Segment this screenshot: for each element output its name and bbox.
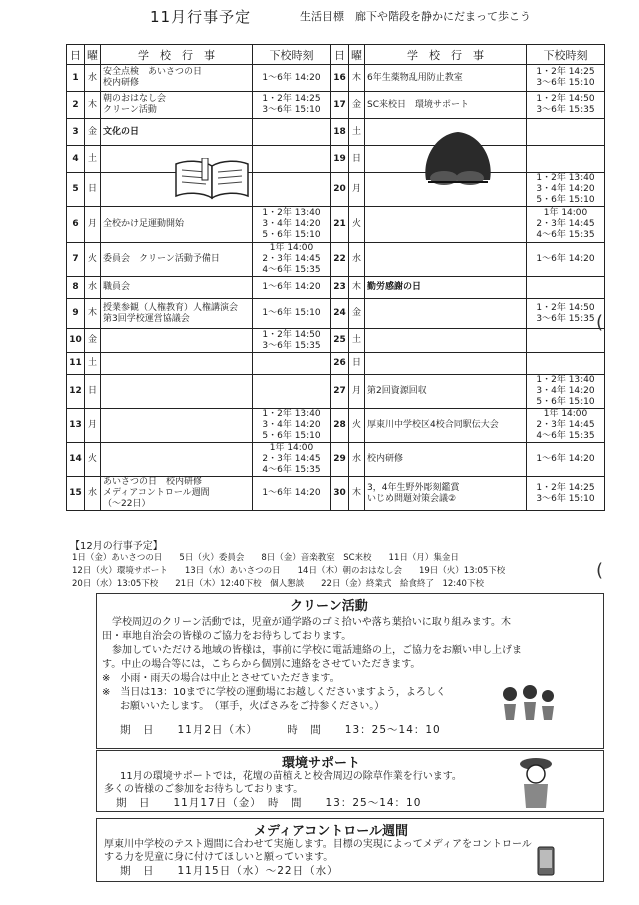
dismissal-time-line: 1～6年 14:20 bbox=[262, 72, 321, 83]
weekday: 金 bbox=[85, 119, 101, 146]
event-cell bbox=[101, 92, 253, 119]
table-row bbox=[67, 146, 605, 173]
dismissal-time bbox=[527, 173, 605, 207]
event-cell bbox=[365, 477, 527, 511]
event-cell-line: 第2回資源回収 bbox=[367, 386, 427, 396]
clean-schedule: 期 日 11月2日（木） 時 間 13：25～14：10 bbox=[120, 724, 441, 736]
weekday: 木 bbox=[349, 477, 365, 511]
schedule-table bbox=[66, 44, 605, 511]
dismissal-time bbox=[527, 243, 605, 277]
table-row bbox=[67, 65, 605, 92]
event-cell bbox=[101, 477, 253, 511]
dismissal-time bbox=[527, 65, 605, 92]
table-row bbox=[67, 299, 605, 329]
weekday: 月 bbox=[85, 207, 101, 243]
event-cell bbox=[101, 299, 253, 329]
dismissal-time-line: 4～6年 15:35 bbox=[536, 230, 595, 240]
dismissal-time bbox=[527, 92, 605, 119]
clean-text-line: 田・車地自治会の皆様のご協力をお待ちしております。 bbox=[102, 631, 352, 642]
weekday: 日 bbox=[349, 146, 365, 173]
day-number: 8 bbox=[67, 277, 85, 299]
table-row bbox=[67, 173, 605, 207]
table-row bbox=[67, 443, 605, 477]
event-cell-line: 朝のおはなし会 bbox=[103, 94, 167, 104]
dismissal-time-line: 1～6年 14:20 bbox=[262, 282, 321, 292]
event-cell-line: いじめ問題対策会議② bbox=[367, 493, 457, 504]
table-row bbox=[67, 329, 605, 353]
dismissal-time bbox=[253, 119, 331, 146]
clean-text-line: 学校周辺のクリーン活動では，児童が通学路のゴミ拾いや落ち葉拾いに取り組みます。木 bbox=[112, 617, 511, 628]
day-number: 27 bbox=[331, 375, 349, 409]
dismissal-time bbox=[253, 409, 331, 443]
table-row bbox=[67, 409, 605, 443]
event-cell bbox=[365, 353, 527, 375]
header-dismissal: 下校時刻 bbox=[527, 45, 605, 65]
dismissal-time-line: 4～6年 15:35 bbox=[536, 431, 595, 441]
dismissal-time bbox=[527, 299, 605, 329]
day-number: 23 bbox=[331, 277, 349, 299]
table-row bbox=[67, 353, 605, 375]
table-row bbox=[67, 477, 605, 511]
day-number: 22 bbox=[331, 243, 349, 277]
weekday: 日 bbox=[349, 353, 365, 375]
weekday: 日 bbox=[85, 173, 101, 207]
weekday: 日 bbox=[85, 375, 101, 409]
dismissal-time bbox=[527, 146, 605, 173]
dismissal-time bbox=[253, 277, 331, 299]
media-control-title: メディアコントロール週間 bbox=[254, 824, 409, 839]
day-number: 16 bbox=[331, 65, 349, 92]
event-cell bbox=[365, 277, 527, 299]
weekday: 水 bbox=[349, 243, 365, 277]
dismissal-time bbox=[527, 119, 605, 146]
event-cell-line: （～22日） bbox=[103, 499, 151, 509]
dismissal-time-line: 1～6年 14:20 bbox=[536, 254, 595, 264]
day-number: 9 bbox=[67, 299, 85, 329]
clean-text-line: ※ 小雨・雨天の場合は中止とさせていただきます。 bbox=[102, 673, 340, 684]
weekday: 火 bbox=[349, 409, 365, 443]
dismissal-time bbox=[527, 443, 605, 477]
event-cell-line: 6年生薬物乱用防止教室 bbox=[367, 72, 463, 83]
weekday: 火 bbox=[85, 243, 101, 277]
dismissal-time-line: 2・3年 14:45 bbox=[536, 420, 595, 430]
dismissal-time-line: 3～6年 15:10 bbox=[536, 493, 595, 504]
dismissal-time bbox=[253, 146, 331, 173]
dismissal-time bbox=[527, 375, 605, 409]
day-number: 29 bbox=[331, 443, 349, 477]
dismissal-time-line: 1年 14:00 bbox=[269, 243, 314, 253]
day-number: 6 bbox=[67, 207, 85, 243]
dismissal-time bbox=[527, 409, 605, 443]
dismissal-time-line: 3～6年 15:35 bbox=[536, 105, 595, 115]
weekday: 月 bbox=[85, 409, 101, 443]
december-row: 12日（火）環境サポート 13日（水）あいさつの日 14日（木）朝のおはなし会 19日（火）13:05下校 bbox=[72, 566, 506, 576]
day-number: 5 bbox=[67, 173, 85, 207]
day-number: 19 bbox=[331, 146, 349, 173]
dismissal-time bbox=[253, 243, 331, 277]
clean-text-line: お願いいたします。 （軍手，火ばさみをご持参ください。） bbox=[120, 701, 385, 712]
environment-text-line: 多くの皆様のご参加をお待ちしております。 bbox=[104, 784, 304, 795]
day-number: 10 bbox=[67, 329, 85, 353]
header-events: 学 校 行 事 bbox=[101, 45, 253, 65]
header-events: 学 校 行 事 bbox=[365, 45, 527, 65]
dismissal-time bbox=[527, 329, 605, 353]
media-schedule: 期 日 11月15日（水）～22日（水） bbox=[120, 865, 339, 877]
dismissal-time-line: 2・3年 14:45 bbox=[262, 254, 321, 264]
day-number: 28 bbox=[331, 409, 349, 443]
dismissal-time bbox=[253, 92, 331, 119]
environment-text-line: 11月の環境サポートでは，花壇の苗植えと校舎周辺の除草作業を行います。 bbox=[120, 771, 462, 782]
clean-activity-title: クリーン活動 bbox=[290, 599, 368, 614]
day-number: 18 bbox=[331, 119, 349, 146]
event-cell bbox=[101, 375, 253, 409]
event-cell bbox=[365, 409, 527, 443]
header-weekday: 曜 bbox=[85, 45, 101, 65]
table-row bbox=[67, 277, 605, 299]
weekday: 金 bbox=[85, 329, 101, 353]
dismissal-time-line: 3～6年 15:10 bbox=[262, 105, 321, 115]
sweet-potato-icon bbox=[420, 128, 496, 186]
day-number: 2 bbox=[67, 92, 85, 119]
binding-hole-mark: ( bbox=[596, 560, 604, 581]
day-number: 25 bbox=[331, 329, 349, 353]
media-text-line: する力を児童に身に付けてほしいと願っています。 bbox=[104, 852, 334, 863]
event-cell bbox=[365, 443, 527, 477]
weekday: 土 bbox=[349, 329, 365, 353]
phone-icon bbox=[536, 846, 556, 876]
day-number: 1 bbox=[67, 65, 85, 92]
event-cell bbox=[101, 65, 253, 92]
dismissal-time-line: 1年 14:00 bbox=[543, 208, 588, 218]
girl-with-hat-icon bbox=[516, 754, 556, 810]
dismissal-time-line: 5・6年 15:10 bbox=[536, 195, 595, 205]
dismissal-time bbox=[253, 353, 331, 375]
dismissal-time-line: 1・2年 14:25 bbox=[262, 94, 321, 104]
weekday: 木 bbox=[349, 277, 365, 299]
dismissal-time-line: 3・4年 14:20 bbox=[536, 386, 595, 396]
document-title: 11月行事予定 bbox=[150, 8, 252, 26]
weekday: 木 bbox=[85, 299, 101, 329]
event-cell bbox=[365, 92, 527, 119]
event-cell-line: 校内研修 bbox=[103, 78, 140, 88]
dismissal-time-line: 1・2年 14:50 bbox=[536, 302, 595, 313]
dismissal-time-line: 3～6年 15:10 bbox=[536, 78, 595, 88]
life-goal: 生活目標 廊下や階段を静かにだまって歩こう bbox=[300, 10, 531, 23]
day-number: 11 bbox=[67, 353, 85, 375]
event-cell-line: 全校かけ足運動開始 bbox=[103, 219, 185, 229]
dismissal-time-line: 2・3年 14:45 bbox=[536, 219, 595, 229]
dismissal-time-line: 1年 14:00 bbox=[269, 443, 314, 453]
day-number: 14 bbox=[67, 443, 85, 477]
dismissal-time bbox=[253, 329, 331, 353]
dismissal-time-line: 1～6年 14:20 bbox=[536, 454, 595, 464]
event-cell-line: 厚東川中学校区4校合同駅伝大会 bbox=[367, 420, 499, 430]
dismissal-time-line: 1・2年 14:25 bbox=[536, 67, 595, 77]
dismissal-time-line: 3～6年 15:35 bbox=[536, 313, 595, 324]
binding-hole-mark: ( bbox=[596, 312, 604, 333]
dismissal-time bbox=[527, 353, 605, 375]
weekday: 月 bbox=[349, 375, 365, 409]
event-cell bbox=[101, 329, 253, 353]
weekday: 月 bbox=[349, 173, 365, 207]
header-day: 日 bbox=[67, 45, 85, 65]
weekday: 水 bbox=[85, 477, 101, 511]
weekday: 土 bbox=[349, 119, 365, 146]
day-number: 24 bbox=[331, 299, 349, 329]
header-weekday: 曜 bbox=[349, 45, 365, 65]
dismissal-time-line: 3～6年 15:35 bbox=[262, 340, 321, 351]
event-cell bbox=[101, 409, 253, 443]
december-heading: 【12月の行事予定】 bbox=[70, 541, 163, 552]
event-cell-line: SC来校日 環境サポート bbox=[367, 99, 469, 110]
event-cell bbox=[101, 119, 253, 146]
event-cell-line: 勤労感謝の日 bbox=[367, 282, 422, 292]
event-cell-line: あいさつの日 校内研修 bbox=[103, 477, 203, 487]
event-cell-line: メディアコントロール週間 bbox=[103, 488, 210, 498]
dismissal-time-line: 4～6年 15:35 bbox=[262, 265, 321, 275]
dismissal-time bbox=[253, 477, 331, 511]
december-row: 1日（金）あいさつの日 5日（火）委員会 8日（金）音楽教室 SC来校 11日（月）集金日 bbox=[72, 553, 459, 563]
dismissal-time-line: 1・2年 13:40 bbox=[536, 375, 595, 385]
dismissal-time-line: 5・6年 15:10 bbox=[262, 230, 321, 240]
day-number: 3 bbox=[67, 119, 85, 146]
weekday: 木 bbox=[85, 92, 101, 119]
day-number: 20 bbox=[331, 173, 349, 207]
day-number: 12 bbox=[67, 375, 85, 409]
event-cell bbox=[101, 243, 253, 277]
weekday: 火 bbox=[349, 207, 365, 243]
weekday: 金 bbox=[349, 299, 365, 329]
dismissal-time-line: 1・2年 13:40 bbox=[536, 173, 595, 183]
dismissal-time-line: 1～6年 15:10 bbox=[262, 308, 321, 318]
day-number: 7 bbox=[67, 243, 85, 277]
weekday: 水 bbox=[85, 277, 101, 299]
dismissal-time-line: 3・4年 14:20 bbox=[536, 184, 595, 194]
event-cell-line: クリーン活動 bbox=[103, 105, 157, 115]
weekday: 木 bbox=[349, 65, 365, 92]
children-icon bbox=[496, 682, 560, 722]
dismissal-time bbox=[253, 443, 331, 477]
dismissal-time-line: 2・3年 14:45 bbox=[262, 454, 321, 464]
dismissal-time bbox=[253, 375, 331, 409]
table-row bbox=[67, 119, 605, 146]
event-cell-line: 授業参観（人権教育）人権講演会 bbox=[103, 302, 239, 313]
event-cell bbox=[101, 207, 253, 243]
event-cell-line: 3，4年生野外彫刻鑑賞 bbox=[367, 482, 460, 493]
event-cell-line: 委員会 クリーン活動予備日 bbox=[103, 254, 220, 264]
event-cell bbox=[101, 353, 253, 375]
table-row bbox=[67, 92, 605, 119]
day-number: 17 bbox=[331, 92, 349, 119]
dismissal-time bbox=[253, 173, 331, 207]
day-number: 4 bbox=[67, 146, 85, 173]
dismissal-time-line: 5・6年 15:10 bbox=[536, 397, 595, 407]
dismissal-time bbox=[253, 299, 331, 329]
event-cell bbox=[101, 277, 253, 299]
dismissal-time-line: 1・2年 13:40 bbox=[262, 409, 321, 419]
event-cell-line: 第3回学校運営協議会 bbox=[103, 313, 190, 324]
dismissal-time-line: 1・2年 14:25 bbox=[536, 482, 595, 493]
weekday: 水 bbox=[85, 65, 101, 92]
weekday: 土 bbox=[85, 353, 101, 375]
clean-text-line: す。中止の場合等には，こちらから個別に連絡をさせていただきます。 bbox=[102, 659, 421, 670]
day-number: 30 bbox=[331, 477, 349, 511]
weekday: 金 bbox=[349, 92, 365, 119]
event-cell bbox=[365, 65, 527, 92]
event-cell bbox=[101, 443, 253, 477]
dismissal-time bbox=[527, 477, 605, 511]
dismissal-time-line: 1・2年 14:50 bbox=[262, 329, 321, 340]
event-cell-line: 安全点検 あいさつの日 bbox=[103, 67, 203, 77]
media-text-line: 厚東川中学校のテスト週間に合わせて実施します。目標の実現によってメディアをコントロール bbox=[104, 839, 532, 850]
open-book-icon bbox=[172, 158, 252, 202]
day-number: 15 bbox=[67, 477, 85, 511]
event-cell bbox=[365, 207, 527, 243]
table-header-row bbox=[67, 45, 605, 65]
event-cell bbox=[365, 375, 527, 409]
weekday: 土 bbox=[85, 146, 101, 173]
dismissal-time-line: 4～6年 15:35 bbox=[262, 465, 321, 475]
event-cell-line: 文化の日 bbox=[103, 126, 140, 137]
dismissal-time bbox=[527, 207, 605, 243]
weekday: 火 bbox=[85, 443, 101, 477]
dismissal-time-line: 1・2年 14:50 bbox=[536, 94, 595, 104]
event-cell bbox=[365, 243, 527, 277]
weekday: 水 bbox=[349, 443, 365, 477]
header-dismissal: 下校時刻 bbox=[253, 45, 331, 65]
clean-text-line: 参加していただける地域の皆様は，事前に学校に電話連絡の上，ご協力をお願い申し上げま bbox=[112, 645, 522, 656]
dismissal-time-line: 1～6年 14:20 bbox=[262, 488, 321, 498]
environment-support-title: 環境サポート bbox=[282, 756, 361, 771]
day-number: 21 bbox=[331, 207, 349, 243]
dismissal-time bbox=[253, 65, 331, 92]
event-cell-line: 職員会 bbox=[103, 282, 131, 292]
event-cell bbox=[365, 299, 527, 329]
dismissal-time-line: 1年 14:00 bbox=[543, 409, 588, 419]
dismissal-time bbox=[253, 207, 331, 243]
event-cell bbox=[365, 329, 527, 353]
table-row bbox=[67, 375, 605, 409]
dismissal-time-line: 5・6年 15:10 bbox=[262, 431, 321, 441]
december-row: 20日（水）13:05下校 21日（木）12:40下校 個人懇談 22日（金）終業式 給食終了 12:40下校 bbox=[72, 579, 484, 589]
table-row bbox=[67, 207, 605, 243]
event-cell-line: 校内研修 bbox=[367, 454, 404, 464]
dismissal-time bbox=[527, 277, 605, 299]
dismissal-time-line: 3・4年 14:20 bbox=[262, 219, 321, 229]
day-number: 13 bbox=[67, 409, 85, 443]
dismissal-time-line: 1・2年 13:40 bbox=[262, 208, 321, 218]
dismissal-time-line: 3・4年 14:20 bbox=[262, 420, 321, 430]
header-day: 日 bbox=[331, 45, 349, 65]
day-number: 26 bbox=[331, 353, 349, 375]
clean-text-line: ※ 当日は13：10までに学校の運動場にお越しくださいますよう，よろしく bbox=[102, 687, 446, 698]
environment-schedule: 期 日 11月17日（金） 時 間 13：25～14：10 bbox=[116, 797, 422, 809]
table-row bbox=[67, 243, 605, 277]
